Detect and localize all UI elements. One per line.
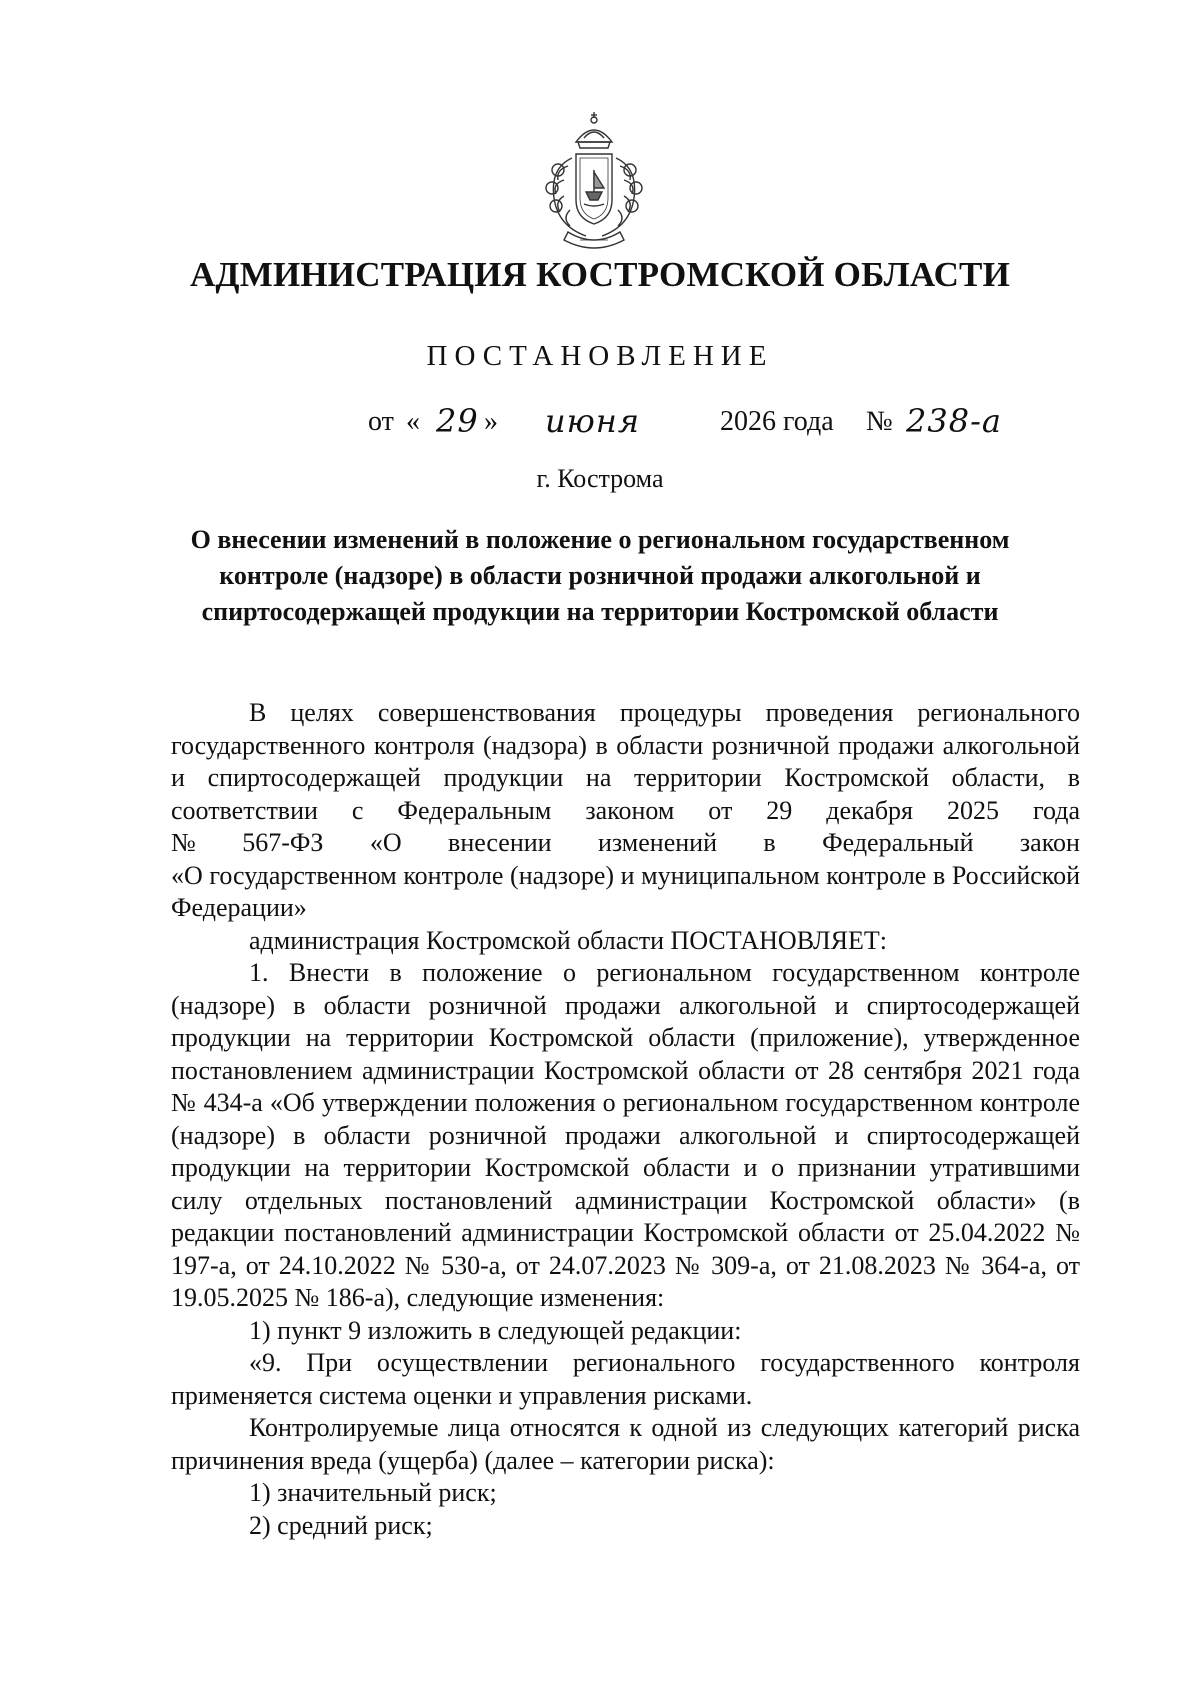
title-line: О внесении изменений в положение о региональном государственном	[190, 525, 1010, 554]
document-type: ПОСТАНОВЛЕНИЕ	[426, 340, 774, 372]
document-title	[140, 522, 1060, 630]
body-paragraph-6: Контролируемые лица относятся к одной из следующих категорий риска причинения вреда (ущерба) (далее – категории риска):	[171, 1413, 1080, 1475]
body-list-item-2: 2) средний риск;	[249, 1510, 433, 1540]
date-month-handwritten: июня	[545, 402, 641, 440]
spread-word: в	[763, 828, 776, 857]
document-number-label: №	[866, 406, 893, 437]
spread-word: закон	[1019, 828, 1080, 857]
body-paragraph-1: В целях совершенствования процедуры проведения регионального государственного контроля (надзора) в области розничной продажи алкогольной и спиртосодержащей продукции на территории Костромской области, в соответствии с Федеральным законом от 29 декабря 2025 года	[171, 698, 1080, 825]
organization-name: АДМИНИСТРАЦИЯ КОСТРОМСКОЙ ОБЛАСТИ	[189, 255, 1011, 294]
spread-word: Федеральный	[822, 828, 974, 857]
spread-word: 567-ФЗ	[242, 828, 324, 857]
body-paragraph-3: 1. Внести в положение о региональном государственном контроле (надзоре) в области розничной продажи алкогольной и спиртосодержащей продукции на территории Костромской области (приложение), утвержденное постановлением администрации Костромской области от 28 сентября 2021 года № 434-а «Об утверждении положения о региональном государственном контроле (надзоре) в области розничной продажи алкогольной и спиртосодержащей продукции на территории Костромской области и о признании утратившими силу отдельных постановлений администрации Костромской области» (в редакции постановлений администрации Костромской области от 25.04.2022 № 197-а, от 24.10.2022 № 530-а, от 24.07.2023 № 309-а, от 21.08.2023 № 364-а, от 19.05.2025 № 186-а), следующие изменения:	[171, 958, 1080, 1312]
title-line: контроле (надзоре) в области розничной продажи алкогольной и	[219, 561, 981, 590]
date-year: 2026 года	[720, 406, 834, 437]
body-paragraph-5: «9. При осуществлении регионального государственного контроля применяется система оценки и управления рисками.	[171, 1348, 1080, 1410]
spread-word: №	[171, 828, 196, 857]
spread-word: «О	[369, 828, 402, 857]
body-paragraph-4: 1) пункт 9 изложить в следующей редакции:	[249, 1315, 742, 1345]
date-day-handwritten: 29	[436, 402, 479, 440]
coat-of-arms-icon	[528, 108, 660, 258]
body-paragraph-1-spread-line	[171, 827, 1080, 860]
title-line: спиртосодержащей продукции на территории Костромской области	[201, 597, 999, 626]
document-number-handwritten: 238-а	[906, 402, 1002, 440]
body-paragraph-1-end: «О государственном контроле (надзоре) и муниципальном контроле в Российской Федерации»	[171, 860, 1080, 922]
document-dateline	[0, 402, 1200, 446]
date-from-label: от	[368, 406, 394, 437]
body-paragraph-2: администрация Костромской области ПОСТАНОВЛЯЕТ:	[249, 925, 888, 955]
document-city: г. Кострома	[536, 464, 664, 493]
document-body	[171, 697, 1080, 1542]
body-list-item-1: 1) значительный риск;	[249, 1478, 497, 1507]
date-open-quote: «	[406, 406, 420, 437]
spread-word: внесении	[448, 828, 552, 857]
spread-word: изменений	[597, 828, 717, 857]
date-close-quote: »	[484, 406, 498, 437]
